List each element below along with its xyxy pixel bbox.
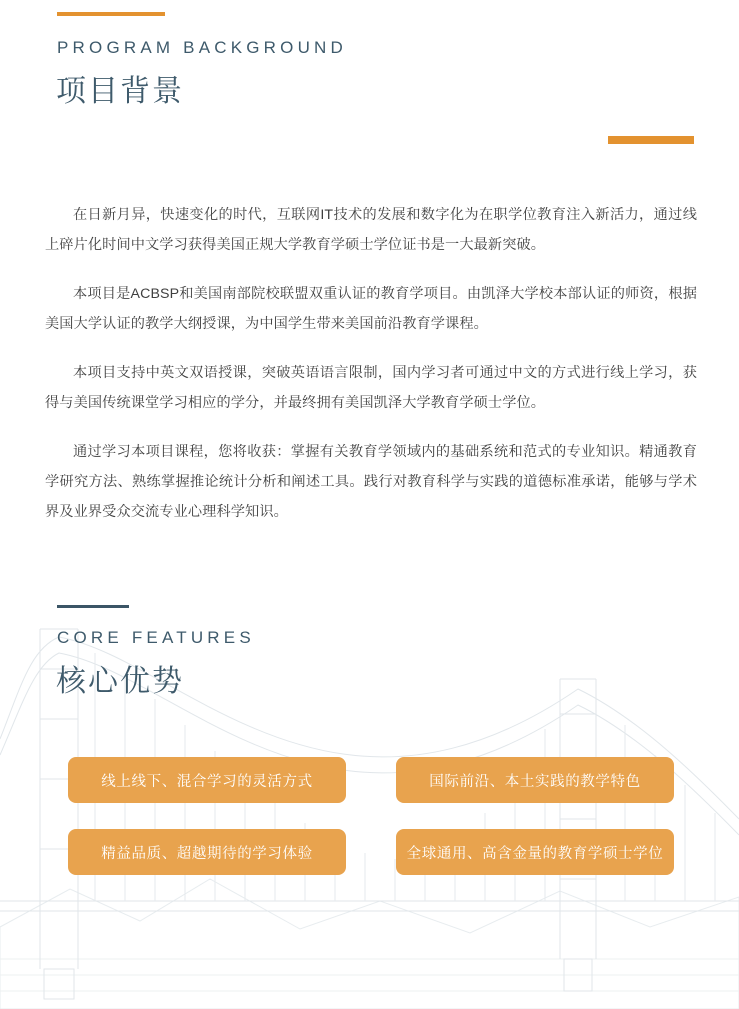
program-background-eyebrow: PROGRAM BACKGROUND	[57, 38, 348, 57]
feature-pill: 全球通用、高含金量的教育学硕士学位	[396, 829, 674, 875]
core-features-heading: 核心优势	[56, 665, 184, 698]
feature-row	[68, 757, 678, 803]
core-features-accent-rule	[57, 605, 129, 608]
feature-pill: 精益品质、超越期待的学习体验	[68, 829, 346, 875]
program-background-heading: 项目背景	[56, 75, 184, 108]
right-accent-rule	[608, 136, 694, 144]
core-features-list	[68, 757, 678, 901]
program-background-body	[45, 200, 697, 546]
top-accent-rule	[57, 12, 165, 16]
feature-pill: 线上线下、混合学习的灵活方式	[68, 757, 346, 803]
paragraph: 本项目是ACBSP和美国南部院校联盟双重认证的教育学项目。由凯泽大学校本部认证的师资，根据美国大学认证的教学大纲授课，为中国学生带来美国前沿教育学课程。	[45, 286, 697, 332]
paragraph: 通过学习本项目课程，您将收获：掌握有关教育学领域内的基础系统和范式的专业知识。精通教育学研究方法、熟练掌握推论统计分析和阐述工具。践行对教育科学与实践的道德标准承诺，能够与学术界及业界受众交流专业心理科学知识。	[45, 444, 697, 520]
feature-row	[68, 829, 678, 875]
paragraph: 在日新月异，快速变化的时代，互联网IT技术的发展和数字化为在职学位教育注入新活力，通过线上碎片化时间中文学习获得美国正规大学教育学硕士学位证书是一大最新突破。	[45, 207, 697, 253]
core-features-eyebrow: CORE FEATURES	[57, 628, 255, 647]
paragraph: 本项目支持中英文双语授课，突破英语语言限制，国内学习者可通过中文的方式进行线上学习，获得与美国传统课堂学习相应的学分，并最终拥有美国凯泽大学教育学硕士学位。	[45, 365, 697, 411]
feature-pill: 国际前沿、本土实践的教学特色	[396, 757, 674, 803]
